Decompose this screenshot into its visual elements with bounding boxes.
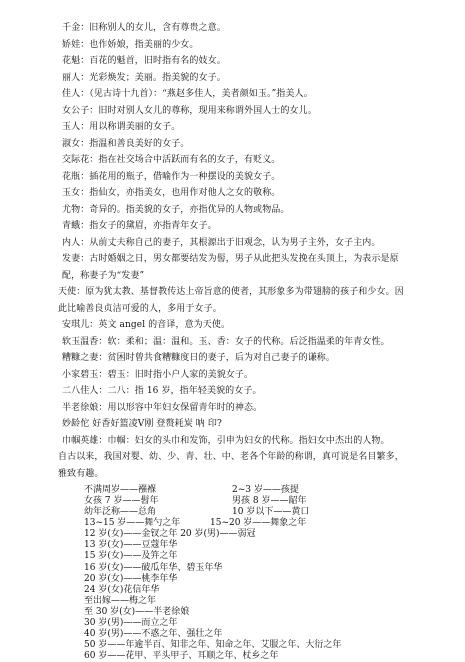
definition-line: 花魁：百花的魁首，旧时指有名的妓女。 [62, 56, 226, 66]
definition-line: 半老徐娘：用以形容中年妇女保留青年时的神态。 [62, 402, 263, 413]
definition-line: 小家碧玉：碧玉：旧时指小户人家的美貌女子。 [62, 369, 254, 380]
age-term: 50 岁——年逾半百、知非之年、知命之年、艾服之年、大衍之年 [84, 639, 342, 650]
intro-paragraph: 自古以来，我国对婴、幼、少、青、壮、中、老各个年龄的称谓，真可说是名目繁多，雅致有趣。 [58, 452, 404, 479]
age-term-right: 15~20 岁——舞象之年 [210, 518, 307, 529]
age-term: 20 岁(女)——桃李年华 [84, 573, 178, 584]
age-term: 12 岁(女)——金钗之年 20 岁(男)——弱冠 [84, 529, 256, 540]
definition-line: 佳人：（见古诗十九首）：“燕赵多佳人，美者颜如玉。”指美人。 [62, 89, 313, 99]
age-term-left: 女孩 7 岁——髫年 [84, 496, 159, 507]
definition-line: 千金：旧称别人的女儿，含有尊贵之意。 [62, 23, 226, 33]
definition-line: 糟糠之妻：贫困时曾共食糟糠度日的妻子，后为对自己妻子的谦称。 [62, 353, 336, 363]
definition-line: 女公子：旧时对别人女儿的尊称，现用来称谓外国人士的女儿。 [62, 105, 317, 116]
definition-line: 花瓶：插花用的瓶子，借喻作为一种摆设的美貌女子。 [62, 171, 281, 182]
age-term: 60 岁——花甲、平头甲子、耳顺之年、杖乡之年 [84, 651, 279, 661]
age-term: 至出嫁——梅之年 [84, 595, 157, 606]
age-term-left: 幼年泛称——总角 [84, 507, 157, 518]
age-term: 13 岁(女)——豆蔻年华 [84, 540, 178, 551]
definition-line: 巾帼英雄：巾帼：妇女的头巾和发饰，引申为妇女的代称。指妇女中杰出的人物。 [62, 435, 390, 446]
definition-line: 淑女：指温和善良美好的女子。 [62, 138, 190, 149]
age-term-right: 10 岁以下——黄口 [232, 507, 310, 518]
definition-line: 娇娃：也作娇娘，指美丽的少女。 [62, 39, 199, 50]
age-term-left: 13~15 岁——舞勺之年 [84, 518, 181, 529]
definition-line: 青蛾：指女子的黛眉，亦指青年女子。 [62, 221, 217, 231]
garbled-line: 妙龄佗 好香好篮凌Ⅴ刚 登赘耗炭 呐 印? [62, 419, 222, 429]
age-term: 24 岁(女)花信年华 [84, 584, 160, 595]
definition-line: 交际花：指在社交场合中活跃而有名的女子，有贬义。 [62, 155, 281, 165]
age-term-left: 不满周岁——襁褓 [84, 485, 157, 495]
definition-line: 玉人：用以称谓美丽的女子。 [62, 122, 181, 132]
age-term: 15 岁(女)——及笄之年 [84, 551, 178, 562]
definition-line: 丽人：光彩焕发；美丽。指美貌的女子。 [62, 72, 226, 83]
definition-line: 软玉温香：软：柔和；温：温和。玉、香：女子的代称。后泛指温柔的年青女性。 [62, 336, 390, 347]
definition-line: 内人：从前丈夫称自己的妻子，其根源出于旧观念，认为男子主外，女子主内。 [62, 237, 381, 248]
definition-line: 安琪儿：英文 angel 的音译，意为天使。 [62, 320, 231, 330]
age-term: 30 岁(男)——而立之年 [84, 617, 178, 628]
definition-line: 二八佳人：二八：指 16 岁，指年轻美貌的女子。 [62, 386, 262, 396]
age-term-right: 2~3 岁——孩提 [232, 485, 299, 495]
definition-line: 尤物：奇异的。指美貌的女子，亦指优异的人物或物品。 [62, 204, 290, 215]
age-term: 至 30 岁(女)——半老徐娘 [84, 606, 190, 617]
age-term-right: 男孩 8 岁——龆年 [232, 496, 307, 507]
age-term: 16 岁(女)——破瓜年华、碧玉年华 [84, 562, 223, 573]
definition-line: 玉女：指仙女，亦指美女，也用作对他人之女的敬称。 [62, 188, 281, 198]
age-term: 40 岁(男)——不惑之年、强壮之年 [84, 628, 223, 639]
definition-paragraph: 发妻：古时婚姻之日，男女都要结发为髻，男子从此把头发挽在头顶上，为表示是原配，称妻子为“发妻” [62, 254, 399, 281]
definition-paragraph: 天使：原为犹太教、基督教传达上帝旨意的使者，其形象多为带翅膀的孩子和少女。因此比喻善良贞洁可爱的人，多用于女子。 [58, 287, 404, 314]
